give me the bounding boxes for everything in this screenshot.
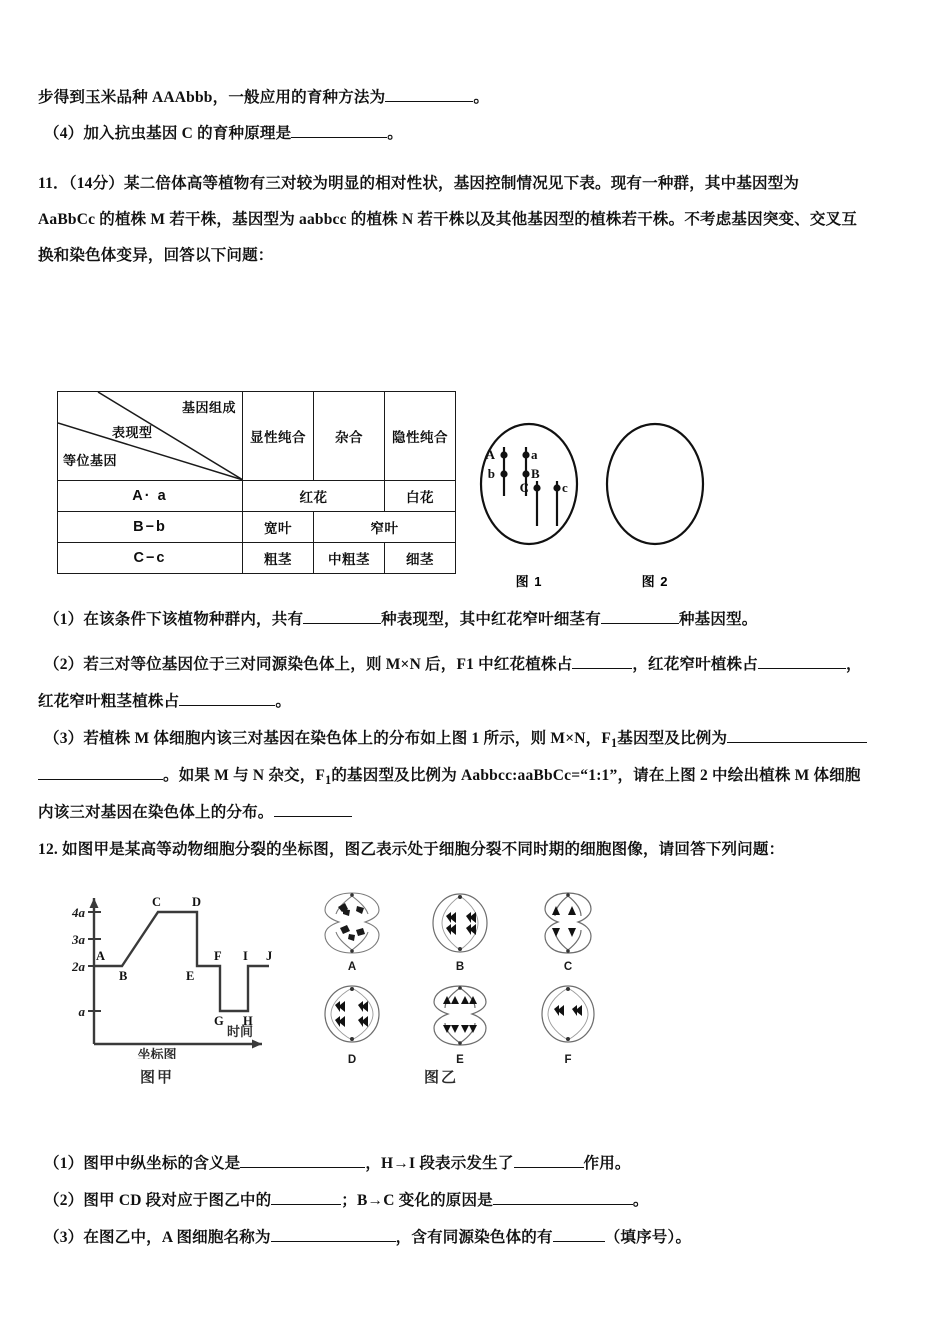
table-header-row	[58, 392, 456, 481]
answer-blank[interactable]	[274, 802, 352, 818]
answer-blank[interactable]	[303, 609, 381, 625]
chart-svg	[62, 884, 282, 1059]
q11-sub3-a: （3）若植株 M 体细胞内该三对基因在染色体上的分布如上图 1 所示，则 M×N，F	[44, 730, 612, 747]
figure-yi-caption: 图乙	[424, 1069, 459, 1086]
q11-score: （14分）	[68, 175, 125, 192]
q11-sub1-c: 种基因型。	[678, 611, 758, 628]
q12-sub2-b: ；B→C 变化的原因是	[341, 1192, 493, 1209]
q12-stem-text: 如图甲是某高等动物细胞分裂的坐标图，图乙表示处于细胞分裂不同时期的细胞图像，请回答下列问题：	[62, 841, 785, 858]
svg-text:G: G	[214, 1014, 224, 1028]
svg-text:A: A	[96, 949, 106, 963]
figure-jia-caption: 图甲	[140, 1069, 175, 1086]
q12-sub3-c: （填序号）。	[604, 1229, 692, 1246]
table-corner-header	[58, 392, 243, 481]
svg-text:J: J	[266, 949, 273, 963]
q11-sub2-line1	[44, 653, 939, 677]
table-cell: 宽叶	[243, 512, 314, 543]
table-cell: 红花	[243, 481, 385, 512]
svg-text:E: E	[186, 969, 195, 983]
svg-text:F: F	[214, 949, 222, 963]
q11-number: 11．	[38, 175, 69, 192]
answer-blank[interactable]	[385, 87, 473, 103]
cell-image-C	[532, 890, 604, 973]
figure-1-caption: 图 1	[515, 574, 543, 589]
answer-blank[interactable]	[179, 691, 275, 707]
figure-2-caption: 图 2	[641, 574, 669, 589]
q11-stem-line3: 换和染色体变异，回答以下问题：	[38, 247, 274, 264]
svg-text:D: D	[192, 895, 202, 909]
answer-blank[interactable]	[553, 1227, 605, 1243]
q11-f1-subscript-2: 1	[325, 773, 332, 788]
answer-blank[interactable]	[291, 123, 387, 139]
q11-stem-line2: AaBbCc 的植株 M 若干株，基因型为 aabbcc 的植株 N 若干株以及其他基因型的植株若干株。不考虑基因突变、交叉互	[38, 211, 858, 228]
table-cell: 中粗茎	[314, 543, 385, 574]
q11-sub1	[44, 608, 934, 632]
answer-blank[interactable]	[271, 1190, 341, 1206]
q12-sub1-a: （1）图甲中纵坐标的含义是	[44, 1155, 241, 1172]
q11-sub3-line2	[38, 764, 933, 790]
svg-text:I: I	[243, 949, 248, 963]
corner-label-allele: 等位基因	[63, 453, 118, 468]
q11-sub2-e: 。	[275, 693, 292, 710]
svg-text:H: H	[243, 1014, 253, 1028]
table-cell: 窄叶	[314, 512, 456, 543]
q10-item4-text: （4）加入抗虫基因 C 的育种原理是	[44, 125, 292, 142]
table-row	[58, 481, 456, 512]
svg-text:a: a	[78, 1004, 85, 1019]
q10-item4-end: 。	[387, 125, 403, 142]
q11-stem-text1: 某二倍体高等植物有三对较为明显的相对性状，基因控制情况见下表。现有一种群，其中基因型为	[124, 175, 800, 192]
q10-line1-end: 。	[473, 89, 490, 106]
svg-text:c: c	[562, 480, 568, 495]
cell-image-A	[316, 890, 388, 973]
q12-sub2-c: 。	[632, 1192, 649, 1209]
q12-sub2-a: （2）图甲 CD 段对应于图乙中的	[44, 1192, 272, 1209]
svg-text:4a: 4a	[72, 905, 85, 920]
q11-sub3-c: 。如果 M 与 N 杂交，F	[163, 767, 326, 784]
answer-blank[interactable]	[601, 609, 679, 625]
svg-text:A: A	[485, 447, 495, 462]
q12-sub1	[44, 1152, 934, 1176]
cell-image-row-1	[316, 890, 604, 973]
table-row	[58, 543, 456, 574]
q12-sub1-c: 作用。	[583, 1155, 631, 1172]
answer-blank[interactable]	[271, 1227, 396, 1243]
cell-image-label: D	[347, 1054, 357, 1066]
table-cell: 粗茎	[243, 543, 314, 574]
q11-sub3-line1	[44, 727, 939, 753]
answer-blank[interactable]	[38, 765, 163, 781]
q10-line1-text: 步得到玉米品种 AAAbbb，一般应用的育种方法为	[38, 89, 386, 106]
fig2-drawing[interactable]	[600, 414, 710, 564]
svg-text:2a: 2a	[72, 959, 85, 974]
answer-blank[interactable]	[758, 654, 846, 670]
cell-image-label: E	[456, 1054, 464, 1066]
q12-sub2	[44, 1189, 934, 1213]
svg-text:B: B	[531, 466, 540, 481]
answer-blank[interactable]	[727, 728, 867, 744]
q12-stem	[38, 838, 933, 862]
q11-sub1-b: 种表现型，其中红花窄叶细茎有	[381, 611, 601, 628]
q11-sub2-line2	[38, 690, 928, 714]
answer-blank[interactable]	[240, 1153, 365, 1169]
cell-image-label: C	[563, 961, 573, 973]
answer-blank[interactable]	[572, 654, 632, 670]
q11-sub3-b: 基因型及比例为	[617, 730, 728, 747]
cell-image-E	[424, 983, 496, 1066]
table-col-header-1: 杂合	[314, 392, 385, 481]
svg-text:B: B	[119, 969, 128, 983]
q11-sub1-a: （1）在该条件下该植物种群内，共有	[44, 611, 304, 628]
cell-image-B	[424, 890, 496, 973]
q12-number: 12.	[38, 841, 58, 858]
svg-text:b: b	[487, 466, 495, 481]
genotype-phenotype-table	[57, 391, 456, 574]
q12-sub3-a: （3）在图乙中，A 图细胞名称为	[44, 1229, 271, 1246]
row-allele-label: A· a	[58, 481, 243, 512]
corner-label-gene-composition: 基因组成	[181, 400, 236, 415]
fig1-drawing	[474, 414, 584, 564]
svg-text:C: C	[152, 895, 162, 909]
table-col-header-2: 隐性纯合	[385, 392, 456, 481]
q11-sub3-line3	[38, 801, 928, 825]
cell-image-label: A	[347, 961, 357, 973]
table-row	[58, 512, 456, 543]
q11-sub2-a: （2）若三对等位基因位于三对同源染色体上，则 M×N 后，F1 中红花植株占	[44, 656, 573, 673]
row-allele-label: C−c	[58, 543, 243, 574]
q11-f1-subscript: 1	[611, 736, 618, 751]
figure-2-cell	[600, 414, 710, 590]
table-col-header-0: 显性纯合	[243, 392, 314, 481]
q12-sub3-b: ，含有同源染色体的有	[395, 1229, 553, 1246]
cell-division-image-grid	[316, 890, 604, 1066]
cell-image-F	[532, 983, 604, 1066]
q11-stem-line1	[38, 172, 928, 196]
corner-label-phenotype: 表现型	[112, 425, 153, 440]
q11-sub3-e: 内该三对基因在染色体上的分布。	[38, 804, 274, 821]
q11-sub2-c: ，	[845, 656, 862, 673]
table-cell: 细茎	[385, 543, 456, 574]
cell-image-D	[316, 983, 388, 1066]
cell-image-row-2	[316, 983, 604, 1066]
q11-sub3-d: 的基因型及比例为 Aabbcc:aaBbCc=“1:1”，请在上图 2 中绘出植株 M 体细胞	[331, 767, 861, 784]
coordinate-graph	[62, 884, 282, 1064]
answer-blank[interactable]	[514, 1153, 584, 1169]
q12-sub3	[44, 1226, 934, 1250]
cell-image-label: B	[455, 961, 465, 973]
answer-blank[interactable]	[493, 1190, 633, 1206]
svg-text:a: a	[531, 447, 538, 462]
q11-sub2-b: ，红花窄叶植株占	[632, 656, 758, 673]
q11-sub2-d: 红花窄叶粗茎植株占	[38, 693, 180, 710]
svg-text:时间: 时间	[226, 1024, 254, 1039]
q12-sub1-b: ，H→I 段表示发生了	[365, 1155, 514, 1172]
svg-text:C: C	[519, 480, 529, 495]
table-cell: 白花	[385, 481, 456, 512]
q10-item4	[44, 122, 924, 146]
q10-line1	[38, 86, 918, 110]
figure-1-cell	[474, 414, 584, 590]
row-allele-label: B−b	[58, 512, 243, 543]
svg-text:坐标图: 坐标图	[137, 1047, 177, 1059]
cell-image-label: F	[564, 1054, 572, 1066]
svg-text:3a: 3a	[72, 932, 85, 947]
